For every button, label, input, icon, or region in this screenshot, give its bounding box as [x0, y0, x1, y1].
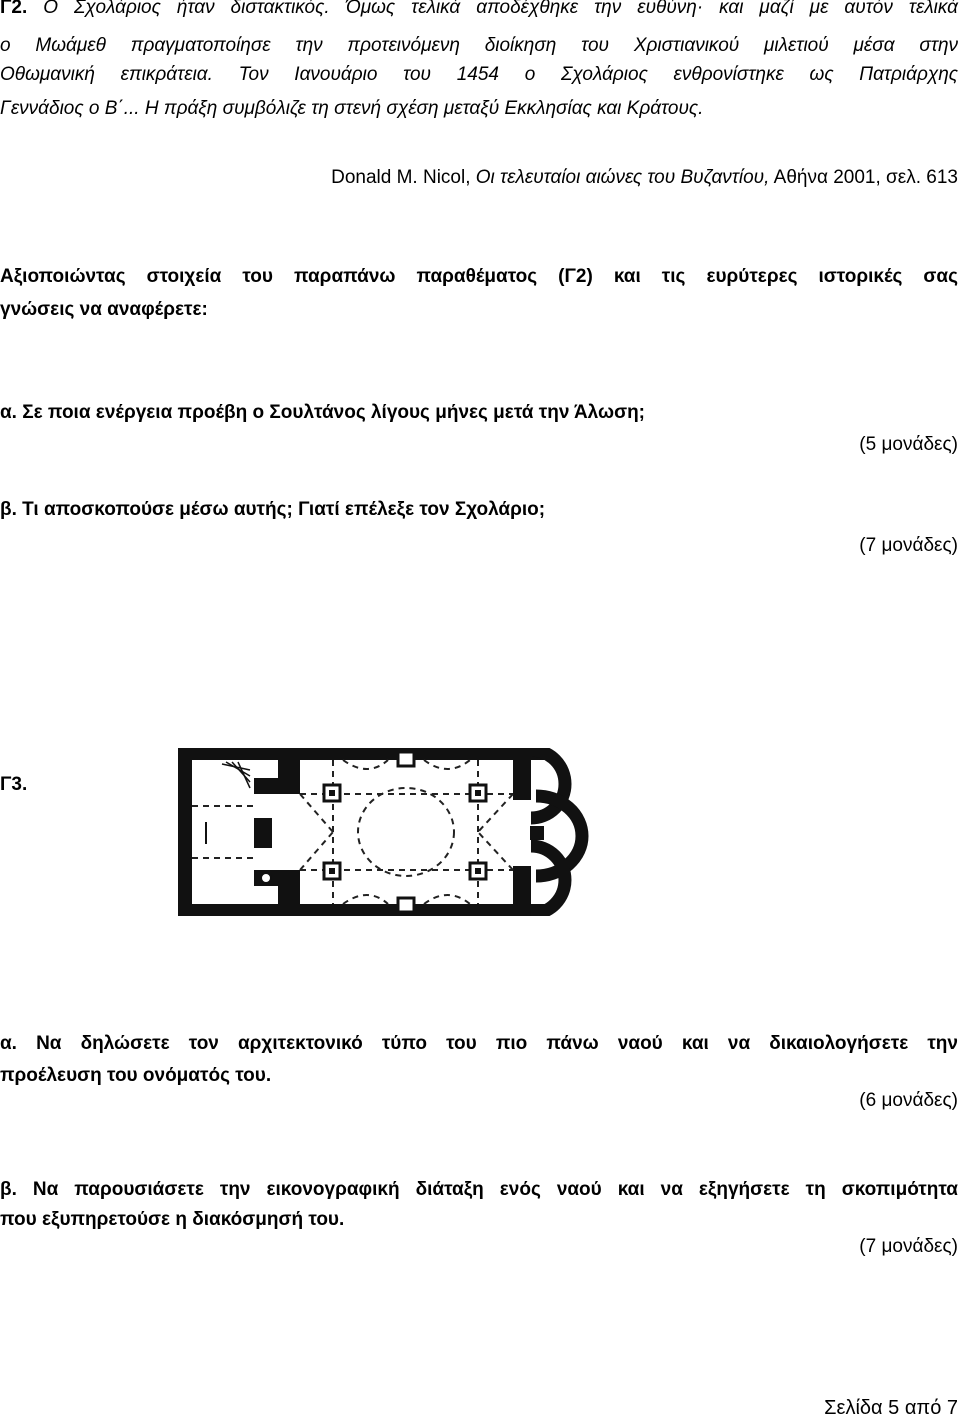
outer-walls	[178, 748, 548, 916]
instruction-line-1: Αξιοποιώντας στοιχεία του παραπάνω παραθέματος (Γ2) και τις ευρύτερες ιστορικές σας	[0, 266, 958, 287]
citation-title: Οι τελευταίοι αιώνες του Βυζαντίου,	[475, 167, 770, 188]
points-g3-a: (6 μονάδες)	[859, 1090, 958, 1111]
question-g3-b-line-1: β. Να παρουσιάσετε την εικονογραφική διάταξη ενός ναού και να εξηγήσετε τη σκοπιμότητα	[0, 1179, 958, 1200]
page-number: Σελίδα 5 από 7	[824, 1397, 958, 1419]
quote-line-1	[0, 0, 958, 21]
question-g2-a: α. Σε ποια ενέργεια προέβη ο Σουλτάνος λίγους μήνες μετά την Άλωση;	[0, 402, 645, 423]
g3-label: Γ3.	[0, 774, 28, 795]
column-bases	[324, 752, 486, 912]
font-circle	[261, 873, 271, 883]
vault-lines	[192, 760, 513, 904]
citation-author: Donald M. Nicol,	[331, 167, 471, 188]
points-g3-b: (7 μονάδες)	[859, 1236, 958, 1257]
staircase	[222, 762, 250, 788]
quote-line-2: ο Μωάμεθ πραγματοποίησε την προτεινόμενη διοίκηση του Χριστιανικού μιλετιού μέσα στην	[0, 35, 958, 56]
citation	[331, 165, 958, 191]
quote-text-1: Ο Σχολάριος ήταν διστακτικός. Όμως τελικά αποδέχθηκε την ευθύνη· και μαζί με αυτόν τελικά	[43, 0, 958, 18]
question-g2-b: β. Τι αποσκοπούσε μέσω αυτής; Γιατί επέλεξε τον Σχολάριο;	[0, 499, 546, 520]
quote-line-3: Οθωμανική επικράτεια. Τον Ιανουάριο του 1454 ο Σχολάριος ενθρονίστηκε ως Πατριάρχης	[0, 64, 958, 85]
instruction-line-2: γνώσεις να αναφέρετε:	[0, 299, 208, 320]
quote-label: Γ2.	[0, 0, 28, 18]
question-g3-a-line-1: α. Να δηλώσετε τον αρχιτεκτονικό τύπο του πιο πάνω ναού και να δικαιολογήσετε την	[0, 1033, 958, 1054]
question-g3-b-line-2: που εξυπηρετούσε η διακόσμησή του.	[0, 1209, 345, 1230]
question-g3-a-line-2: προέλευση του ονόματός του.	[0, 1065, 272, 1086]
points-g2-a: (5 μονάδες)	[859, 434, 958, 455]
church-floor-plan-image	[178, 748, 638, 916]
points-g2-b: (7 μονάδες)	[859, 535, 958, 556]
column-dots	[329, 790, 481, 874]
quote-line-4: Γεννάδιος ο Β΄... Η πράξη συμβόλιζε τη στενή σχέση μεταξύ Εκκλησίας και Κράτους.	[0, 98, 704, 119]
citation-place: Αθήνα 2001, σελ. 613	[773, 167, 958, 188]
